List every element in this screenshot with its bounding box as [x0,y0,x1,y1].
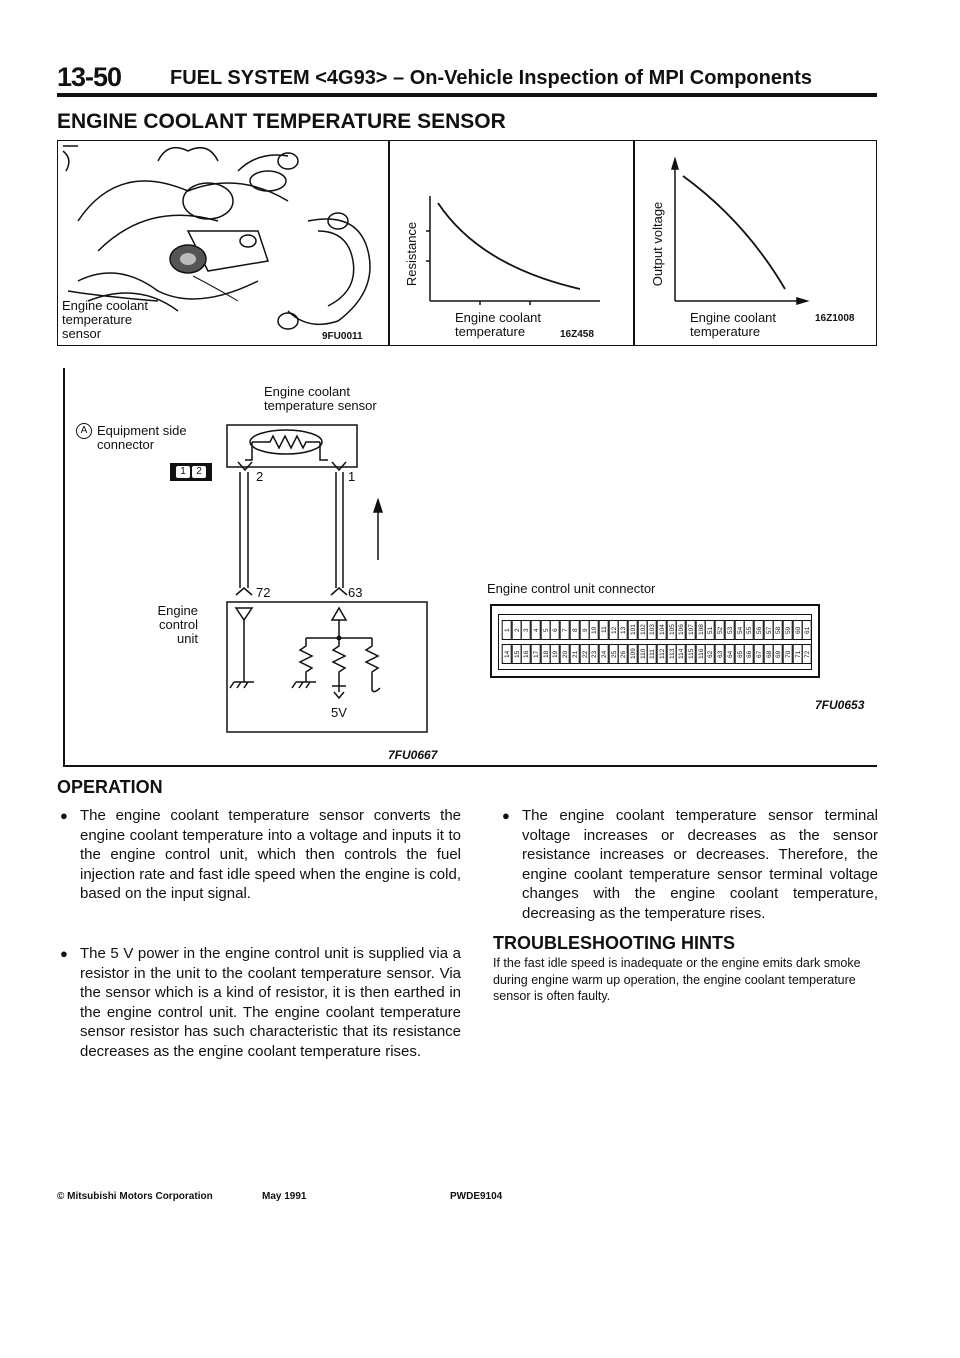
operation-bullet-2-text: The 5 V power in the engine control unit is supplied via a resistor in the unit to the coolant temperature sensor. Via the sensor which is a kind of resistor, it is then earthed in the engine control unit. The engine coolant temperature sensor resistor has such characteristic that its resistance decreases as the engine coolant temperature rises. [80,945,461,1060]
ecu-connector-pin: 57 [764,620,774,640]
ecu-connector-pin: 2 [512,620,522,640]
ecu-connector-pin: 111 [647,644,657,664]
ecu-connector-pin: 58 [773,620,783,640]
ecu-connector-pin: 17 [531,644,541,664]
operation-bullet-2 [60,944,461,1061]
ecu-connector-pin: 107 [686,620,696,640]
ecu-connector-pin: 11 [599,620,609,640]
ecu-connector-pin: 108 [696,620,706,640]
ecu-connector-pin: 4 [531,620,541,640]
ecu-connector-pin: 54 [735,620,745,640]
ecu-connector-pin: 103 [647,620,657,640]
footer-doc-code: PWDE9104 [450,1191,503,1202]
figure2-code: 7FU0667 [388,748,438,762]
ecu-label: Engine control unit [157,603,198,646]
section-title: ENGINE COOLANT TEMPERATURE SENSOR [57,110,506,133]
ecu-connector-pin: 6 [550,620,560,640]
connector-marker-letter: A [80,425,88,436]
ecu-connector-pin: 3 [521,620,531,640]
ecu-connector-pin: 106 [676,620,686,640]
ecu-connector-pin: 62 [705,644,715,664]
resistance-graph-code: 16Z458 [560,329,594,340]
connector-label: Equipment side connector [97,423,187,452]
ecu-connector-pin: 67 [754,644,764,664]
operation-bullet-1-text: The engine coolant temperature sensor converts the engine coolant temperature into a voltage and inputs it to the engine control unit, which then controls the fuel injection rate and fast idle speed when the engine is cold, based on the input signal. [80,807,461,902]
page-number: 13-50 [57,62,122,92]
ecu-connector-pin: 65 [735,644,745,664]
sensor-schematic-label: Engine coolant temperature sensor [264,384,377,413]
footer-date: May 1991 [262,1191,307,1202]
ecu-connector-pin: 15 [512,644,522,664]
ecu-connector-pin: 16 [521,644,531,664]
ecu-connector-pin: 5 [541,620,551,640]
bullet-dot: ● [60,808,68,823]
ecu-connector-pin: 66 [744,644,754,664]
ecu-connector-pin: 21 [570,644,580,664]
ecu-connector-pin: 64 [725,644,735,664]
ecu-connector-pin: 70 [783,644,793,664]
bullet-dot: ● [60,946,68,961]
sensor-photo-label: Engine coolant temperature sensor [62,298,149,341]
sensor-photo-code: 9FU0011 [322,331,363,342]
connector-pin-2: 2 [192,466,206,478]
ecu-connector-row-2 [502,644,812,664]
page-header-title: FUEL SYSTEM <4G93> – On-Vehicle Inspection of MPI Components [170,67,812,89]
ecu-connector-pin: 8 [570,620,580,640]
ecu-connector-pin: 24 [599,644,609,664]
ecu-connector [490,604,820,678]
ecu-connector-pin: 18 [541,644,551,664]
ecu-connector-pin: 104 [657,620,667,640]
ecu-connector-pin: 52 [715,620,725,640]
ecu-connector-pin: 7 [560,620,570,640]
troubleshooting-title: TROUBLESHOOTING HINTS [493,933,735,953]
ecu-pin-right: 63 [348,585,363,600]
header-rule [57,93,877,97]
bullet-dot: ● [502,808,510,823]
operation-bullet-3 [502,806,878,923]
ecu-connector-pin: 59 [783,620,793,640]
ecu-connector-pin: 112 [657,644,667,664]
operation-bullet-1 [60,806,461,904]
figure2-bottom-rule [63,765,877,767]
ecu-connector-pin: 51 [705,620,715,640]
ecu-connector-pin: 115 [686,644,696,664]
figure2-left-rule [63,368,65,766]
connector-pin-1: 1 [176,466,190,478]
ecu-connector-label: Engine control unit connector [487,581,656,596]
ecu-connector-pin: 71 [793,644,803,664]
operation-title: OPERATION [57,777,163,797]
ecu-connector-pin: 101 [628,620,638,640]
sensor-pin-right: 1 [348,469,356,484]
ecu-connector-pin: 1 [502,620,512,640]
voltage-label: 5V [331,705,347,720]
ecu-connector-pin: 14 [502,644,512,664]
resistance-xaxis-label: Engine coolant temperature [455,310,542,339]
circuit-schematic [200,420,440,740]
ecu-connector-pin: 63 [715,644,725,664]
ecu-connector-code: 7FU0653 [815,698,865,712]
output-voltage-xaxis-label: Engine coolant temperature [690,310,777,339]
ecu-connector-pin: 22 [580,644,590,664]
ecu-connector-pin: 53 [725,620,735,640]
ecu-connector-pin: 13 [618,620,628,640]
output-voltage-graph-code: 16Z1008 [815,313,855,324]
ecu-connector-pin: 26 [618,644,628,664]
footer-copyright: © Mitsubishi Motors Corporation [57,1191,213,1202]
ecu-connector-pin: 113 [667,644,677,664]
ecu-connector-pin: 72 [802,644,812,664]
ecu-connector-pin: 12 [609,620,619,640]
ecu-connector-pin: 23 [589,644,599,664]
ecu-connector-pin: 68 [764,644,774,664]
ecu-connector-pin: 19 [550,644,560,664]
resistance-axis-label: Resistance [404,221,419,287]
ecu-connector-pin: 20 [560,644,570,664]
troubleshooting-body: If the fast idle speed is inadequate or the engine emits dark smoke during engine warm up operation, the engine coolant temperature sensor is often faulty. [493,956,861,1003]
operation-bullet-3-text: The engine coolant temperature sensor terminal voltage increases or decreases as the sensor resistance increases or decreases. Therefore, the engine coolant temperature sensor terminal voltage changes with the engine coolant temperature, decreasing as the temperature rises. [522,807,878,922]
ecu-connector-row-1 [502,620,812,640]
output-voltage-axis-label: Output voltage [650,201,665,287]
ecu-connector-pin: 105 [667,620,677,640]
ecu-connector-pin: 60 [793,620,803,640]
ecu-connector-pin: 10 [589,620,599,640]
sensor-pin-left: 2 [256,469,264,484]
ecu-connector-pin: 25 [609,644,619,664]
ecu-connector-pin: 102 [638,620,648,640]
ecu-connector-pin: 56 [754,620,764,640]
ecu-connector-pin: 116 [696,644,706,664]
ecu-connector-pin: 69 [773,644,783,664]
ecu-connector-pin: 110 [638,644,648,664]
ecu-connector-pin: 109 [628,644,638,664]
ecu-connector-pin: 55 [744,620,754,640]
connector-marker [76,423,92,439]
ecu-connector-pin: 61 [802,620,812,640]
ecu-pin-left: 72 [256,585,271,600]
ecu-connector-pin: 114 [676,644,686,664]
ecu-connector-pin: 9 [580,620,590,640]
